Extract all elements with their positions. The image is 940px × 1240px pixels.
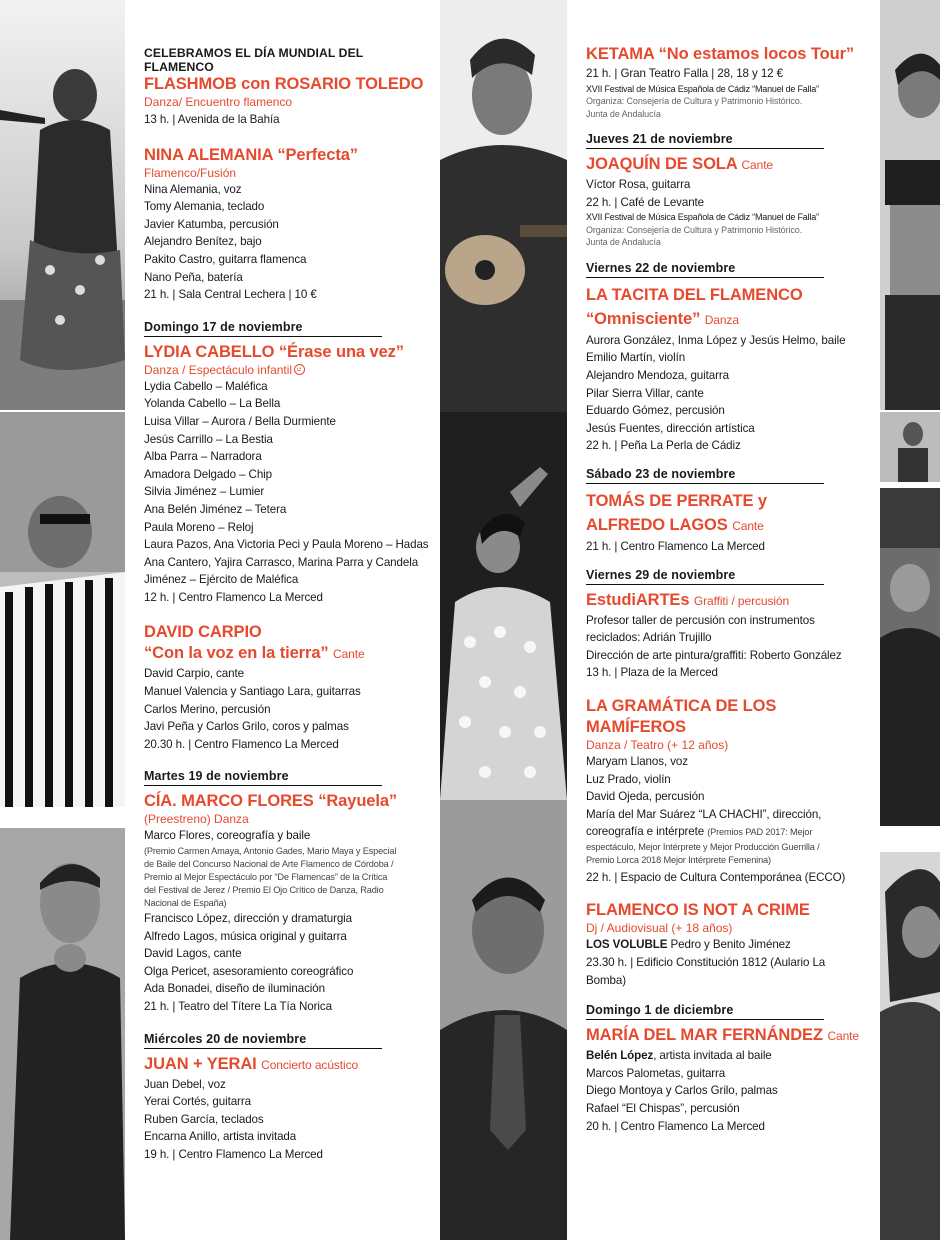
event-title <box>586 154 866 176</box>
performer-line: Manuel Valencia y Santiago Lara, guitarras <box>144 685 361 699</box>
photo-marco-flores <box>0 828 125 1240</box>
event-la-tacita <box>586 261 866 455</box>
performer-line: Alfredo Lagos, música original y guitarra <box>144 929 347 943</box>
event-juan-yerai <box>144 1032 426 1164</box>
event-maria-del-mar <box>586 1003 866 1135</box>
event-title: LA GRAMÁTICA DE LOS MAMÍFEROS <box>586 696 777 736</box>
event-subtitle: “Con la voz en la tierra” <box>144 644 329 663</box>
performer-line <box>586 1047 866 1065</box>
event-genre: Concierto acústico <box>261 1057 359 1072</box>
performer-line: Nano Peña, batería <box>144 270 243 284</box>
photo-guitarist <box>440 0 567 412</box>
awards-note: Nacional de España) <box>144 898 227 909</box>
performer-line: Ada Bonadei, diseño de iluminación <box>144 982 325 996</box>
event-flashmob <box>144 46 426 129</box>
event-genre-text: Danza / Espectáculo infantil <box>144 362 293 377</box>
event-info: 22 h. | Café de Levante <box>586 195 705 209</box>
festival-note: XVII Festival de Música Española de Cádiz “Manuel de Falla” <box>586 212 819 223</box>
performer-line: María del Mar Suárez “LA CHACHI”, dirección, <box>586 807 822 821</box>
performer-line: Carlos Merino, percusión <box>144 702 271 716</box>
event-title: KETAMA “No estamos locos Tour” <box>586 45 855 63</box>
event-estudiartes <box>586 568 866 682</box>
performer-line: Paula Moreno – Reloj <box>144 520 254 534</box>
event-genre: (Preestreno) Danza <box>144 812 249 827</box>
event-title <box>144 1054 426 1076</box>
performer-line: Aurora González, Inma López y Jesús Helmo, baile <box>586 333 846 347</box>
performer-line: reciclados: Adrián Trujillo <box>586 631 712 645</box>
event-gramatica-mamiferos <box>586 696 866 887</box>
performer-line: Emilio Martín, violín <box>586 351 686 365</box>
performer-line: David Carpio, cante <box>144 667 244 681</box>
performer-line: Juan Debel, voz <box>144 1077 226 1091</box>
event-day: Viernes 22 de noviembre <box>586 261 824 278</box>
event-genre: Danza/ Encuentro flamenco <box>144 95 293 109</box>
event-tomas-de-perrate <box>586 467 866 556</box>
event-info: 13 h. | Plaza de la Merced <box>586 666 718 680</box>
performer-line: Pakito Castro, guitarra flamenca <box>144 252 307 266</box>
performer-line: Yolanda Cabello – La Bella <box>144 397 281 411</box>
event-david-carpio <box>144 622 426 753</box>
organizer-note: Junta de Andalucía <box>586 108 661 119</box>
performer-line: Alba Parra – Narradora <box>144 450 262 464</box>
event-joaquin-de-sola <box>586 132 866 249</box>
performer-name: Belén López <box>586 1049 654 1063</box>
organizer-note: Organiza: Consejería de Cultura y Patrimonio Histórico. <box>586 96 803 107</box>
performer-line: Olga Pericet, asesoramiento coreográfico <box>144 964 354 978</box>
event-day: Viernes 29 de noviembre <box>586 568 824 585</box>
performer-line: Marcos Palometas, guitarra <box>586 1066 726 1080</box>
event-genre: Danza / Teatro (+ 12 años) <box>586 737 729 752</box>
event-marco-flores <box>144 769 426 1015</box>
event-info: 21 h. | Centro Flamenco La Merced <box>586 539 765 553</box>
event-genre: Graffiti / percusión <box>693 593 790 608</box>
event-title: FLAMENCO IS NOT A CRIME <box>586 901 810 920</box>
performer-text: coreografía e intérprete <box>586 825 705 839</box>
performer-line: Dirección de arte pintura/graffiti: Roberto González <box>586 648 842 662</box>
photo-singer <box>440 800 567 1240</box>
event-genre: Danza <box>704 312 739 327</box>
event-genre <box>144 363 426 378</box>
performer-text: , artista invitada al baile <box>653 1049 772 1063</box>
event-lydia-cabello <box>144 319 429 607</box>
performer-line: Maryam Llanos, voz <box>586 754 688 768</box>
performer-line: Marco Flores, coreografía y baile <box>144 829 311 843</box>
event-day: Miércoles 20 de noviembre <box>144 1032 382 1049</box>
performer-line: Alejandro Mendoza, guitarra <box>586 368 729 382</box>
event-title <box>586 1025 866 1047</box>
performer-line: Lydia Cabello – Maléfica <box>144 379 268 393</box>
performer-line: Jesús Fuentes, dirección artística <box>586 421 755 435</box>
performer-line: Ana Belén Jiménez – Tetera <box>144 502 287 516</box>
awards-note: Premio al Mejor Espectáculo por “De Flamencas” de la Crítica <box>144 872 388 883</box>
event-nina-alemania <box>144 145 426 304</box>
organizer-note: Junta de Andalucía <box>586 237 661 248</box>
photo-dancer <box>440 412 567 800</box>
event-day: Sábado 23 de noviembre <box>586 467 824 484</box>
awards-note: (Premio Carmen Amaya, Antonio Gades, Mario Maya y Especial <box>144 846 397 857</box>
performer-line <box>586 823 866 841</box>
event-info: 12 h. | Centro Flamenco La Merced <box>144 590 323 604</box>
performer-line: Luisa Villar – Aurora / Bella Durmiente <box>144 414 336 428</box>
awards-note: Premio Lorca 2018 Mejor Intérprete Femenina) <box>586 854 771 865</box>
performer-line: Nina Alemania, voz <box>144 182 242 196</box>
organizer-note: Organiza: Consejería de Cultura y Patrimonio Histórico. <box>586 224 803 235</box>
event-genre: Cante <box>827 1029 859 1044</box>
event-title-text: JUAN + YERAI <box>144 1054 257 1073</box>
event-header: CELEBRAMOS EL DÍA MUNDIAL DEL FLAMENCO <box>144 46 364 74</box>
event-flamenco-not-a-crime <box>586 900 866 989</box>
performer-line: Jesús Carrillo – La Bestia <box>144 432 273 446</box>
awards-note: espectáculo, Mejor Intérprete y Mejor Producción Guerrilla / <box>586 841 820 852</box>
photo-right-mid <box>880 412 940 482</box>
awards-note: del Festival de Jerez / Premio El Ojo Crítico de Danza, Radio <box>144 885 384 896</box>
event-title: LYDIA CABELLO “Érase una vez” <box>144 342 404 361</box>
performer-line: Alejandro Benítez, bajo <box>144 235 262 249</box>
awards-note: de Baile del Concurso Nacional de Arte Flamenco de Córdoba / <box>144 859 394 870</box>
event-title: TOMÁS DE PERRATE y <box>586 491 767 510</box>
event-genre: Flamenco/Fusión <box>144 165 237 180</box>
photo-right-top <box>880 0 940 410</box>
performer-line: Silvia Jiménez – Lumier <box>144 485 265 499</box>
event-genre: Cante <box>732 518 764 533</box>
performer-line: Luz Prado, violín <box>586 772 671 786</box>
performer-line: Yerai Cortés, guitarra <box>144 1095 251 1109</box>
performer-line: Profesor taller de percusión con instrumentos <box>586 613 815 627</box>
event-title: LA TACITA DEL FLAMENCO <box>586 285 803 304</box>
performer-line: Amadora Delgado – Chip <box>144 467 272 481</box>
performer-line <box>586 936 866 954</box>
event-genre: Cante <box>333 647 365 662</box>
event-title-continued <box>144 643 426 665</box>
performer-line: Javier Katumba, percusión <box>144 217 279 231</box>
photo-rosario-toledo <box>0 0 125 410</box>
child-face-icon <box>294 364 305 375</box>
performer-line: Ana Cantero, Yajira Carrasco, Marina Parra y Candela <box>144 555 419 569</box>
event-day: Martes 19 de noviembre <box>144 769 382 786</box>
event-day: Domingo 17 de noviembre <box>144 320 382 337</box>
performer-line: Pilar Sierra Villar, cante <box>586 386 704 400</box>
performer-line: Rafael “El Chispas”, percusión <box>586 1102 740 1116</box>
event-ketama <box>586 44 866 120</box>
event-info: 20.30 h. | Centro Flamenco La Merced <box>144 737 339 751</box>
event-subtitle: “Omnisciente” <box>586 309 701 328</box>
event-title: FLASHMOB con ROSARIO TOLEDO <box>144 75 424 93</box>
event-title-text: JOAQUÍN DE SOLA <box>586 155 737 174</box>
event-info: 21 h. | Sala Central Lechera | 10 € <box>144 288 317 302</box>
events-column-left <box>144 40 429 1180</box>
performer-line: David Ojeda, percusión <box>586 790 705 804</box>
event-title: CÍA. MARCO FLORES “Rayuela” <box>144 792 398 811</box>
festival-note: XVII Festival de Música Española de Cádiz “Manuel de Falla” <box>586 83 819 94</box>
event-day: Jueves 21 de noviembre <box>586 132 824 149</box>
performer-line: Javi Peña y Carlos Grilo, coros y palmas <box>144 720 349 734</box>
performer-line: Eduardo Gómez, percusión <box>586 404 725 418</box>
performer-line: Encarna Anillo, artista invitada <box>144 1130 297 1144</box>
event-title-text: ALFREDO LAGOS <box>586 515 728 534</box>
performer-line: Jiménez – Ejército de Maléfica <box>144 573 299 587</box>
photo-lydia-cabello <box>0 412 125 807</box>
event-info: Bomba) <box>586 973 626 987</box>
event-info: 22 h. | Peña La Perla de Cádiz <box>586 439 741 453</box>
event-info: 20 h. | Centro Flamenco La Merced <box>586 1119 765 1133</box>
performer-line: Ruben García, teclados <box>144 1112 264 1126</box>
photo-right-bottom <box>880 852 940 1240</box>
event-genre: Dj / Audiovisual (+ 18 años) <box>586 921 733 936</box>
event-title-text: MARÍA DEL MAR FERNÁNDEZ <box>586 1026 823 1045</box>
event-info: 23.30 h. | Edificio Constitución 1812 (Aulario La <box>586 956 826 970</box>
awards-note: (Premios PAD 2017: Mejor <box>707 827 813 838</box>
event-info: 22 h. | Espacio de Cultura Contemporánea (ECCO) <box>586 870 846 884</box>
performer-line: Francisco López, dirección y dramaturgia <box>144 912 353 926</box>
event-title: DAVID CARPIO <box>144 623 262 642</box>
event-info: 19 h. | Centro Flamenco La Merced <box>144 1147 323 1161</box>
performer-line: Víctor Rosa, guitarra <box>586 178 691 192</box>
event-title: NINA ALEMANIA “Perfecta” <box>144 145 358 164</box>
performer-name: LOS VOLUBLE <box>586 938 668 952</box>
performer-line: Diego Montoya y Carlos Grilo, palmas <box>586 1084 778 1098</box>
event-genre: Cante <box>741 158 774 173</box>
event-info: 21 h. | Teatro del Títere La Tía Norica <box>144 1000 332 1013</box>
photo-right-cellar <box>880 488 940 826</box>
performer-line: Laura Pazos, Ana Victoria Peci y Paula Moreno – Hadas <box>144 538 429 552</box>
event-day: Domingo 1 de diciembre <box>586 1003 824 1020</box>
performer-text: Pedro y Benito Jiménez <box>670 938 791 952</box>
events-column-right <box>586 44 866 1151</box>
event-info: 13 h. | Avenida de la Bahía <box>144 113 280 126</box>
event-title-text: EstudiARTEs <box>586 590 690 609</box>
event-title <box>586 590 866 612</box>
performer-line: Tomy Alemania, teclado <box>144 200 265 214</box>
event-info: 21 h. | Gran Teatro Falla | 28, 18 y 12 € <box>586 67 783 80</box>
event-title-continued <box>586 513 866 538</box>
performer-line: David Lagos, cante <box>144 947 242 961</box>
event-title-continued <box>586 307 866 332</box>
